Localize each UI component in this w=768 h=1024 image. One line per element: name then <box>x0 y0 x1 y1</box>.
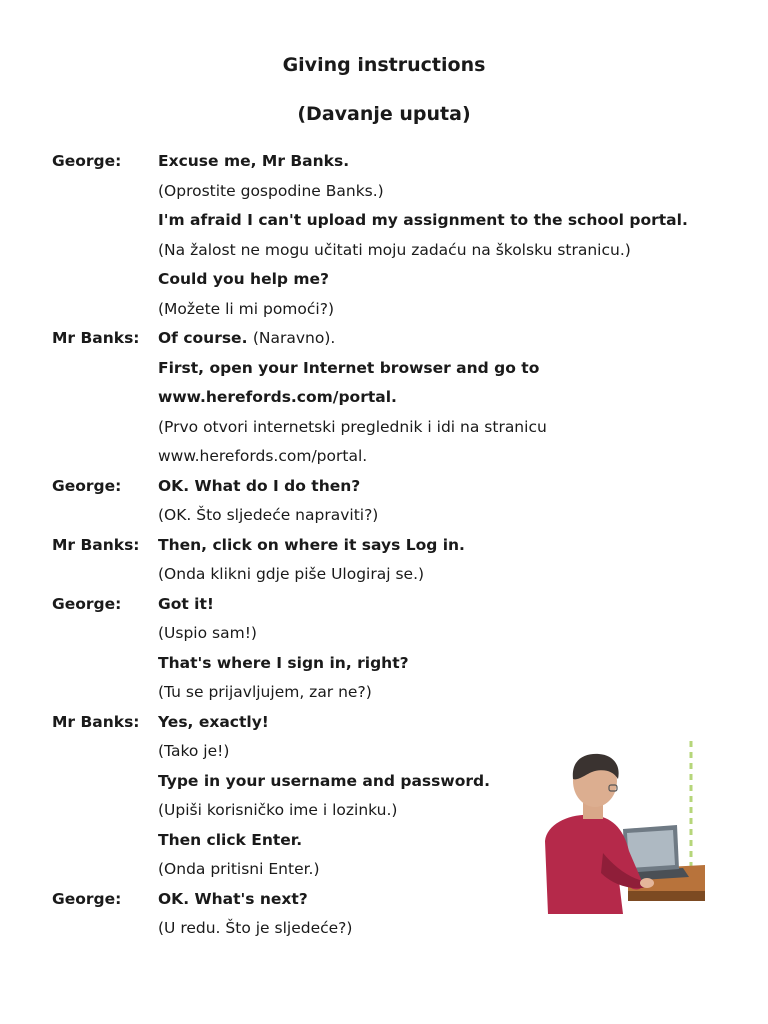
line-text: That's where I sign in, right? <box>158 653 409 672</box>
croatian-translation <box>158 236 752 266</box>
dialogue-line <box>52 413 752 443</box>
croatian-translation <box>158 501 752 531</box>
speaker-name: George: <box>52 594 122 613</box>
dialogue-line <box>52 708 752 738</box>
dialogue-line <box>52 236 752 266</box>
line-text: Got it! <box>158 594 214 613</box>
speaker-name <box>52 560 158 590</box>
speaker-name: George: <box>52 889 122 908</box>
speaker-name <box>52 501 158 531</box>
speaker-name: Mr Banks: <box>52 329 140 347</box>
line-text: OK. What's next? <box>158 889 308 908</box>
speaker-name <box>52 265 158 295</box>
croatian-translation <box>158 619 752 649</box>
english-line <box>158 649 752 679</box>
speaker-name <box>52 354 158 384</box>
speaker-name <box>52 767 158 797</box>
line-text: (Uspio sam!) <box>158 624 257 642</box>
line-text: (Na žalost ne mogu učitati moju zadaću na školsku stranicu.) <box>158 240 631 259</box>
english-line <box>158 472 752 502</box>
page-title: Giving instructions <box>282 54 486 76</box>
line-text: (Oprostite gospodine Banks.) <box>158 181 384 200</box>
speaker-name: George: <box>52 152 122 170</box>
speaker-name <box>52 442 158 472</box>
english-line <box>158 206 752 236</box>
speaker-name <box>52 295 158 325</box>
dialogue-line <box>52 265 752 295</box>
speaker-name: George: <box>52 476 122 495</box>
dialogue-line <box>52 147 752 177</box>
croatian-translation <box>158 295 752 325</box>
speaker-name <box>52 678 158 708</box>
line-text: (U redu. Što je sljedeće?) <box>158 919 353 937</box>
croatian-translation <box>158 560 752 590</box>
line-text: (Tu se prijavljujem, zar ne?) <box>158 683 372 701</box>
dialogue-line <box>52 354 752 384</box>
line-text: First, open your Internet browser and go to <box>158 358 540 377</box>
line-text: Then, click on where it says Log in. <box>158 535 465 554</box>
english-line <box>158 590 752 620</box>
croatian-translation <box>158 177 752 207</box>
line-text: Then click Enter. <box>158 830 303 849</box>
line-text: Could you help me? <box>158 270 330 288</box>
speaker-name <box>52 796 158 826</box>
speaker-name <box>52 619 158 649</box>
english-line <box>158 383 752 413</box>
speaker-name <box>52 236 158 266</box>
dialogue-line <box>52 383 752 413</box>
boy-at-laptop-illustration <box>543 741 705 914</box>
dialogue-line <box>52 442 752 472</box>
dialogue-line <box>52 472 752 502</box>
speaker-name <box>52 737 158 767</box>
speaker-name <box>52 206 158 236</box>
croatian-translation <box>158 413 752 443</box>
dialogue-line <box>52 177 752 207</box>
dialogue-line <box>52 590 752 620</box>
speaker-name <box>52 383 158 413</box>
line-text: (OK. Što sljedeće napraviti?) <box>158 506 379 524</box>
croatian-translation <box>158 678 752 708</box>
dialogue-line <box>52 649 752 679</box>
line-text: www.herefords.com/portal. <box>158 447 368 465</box>
dialogue-line <box>52 206 752 236</box>
line-text: (Onda pritisni Enter.) <box>158 860 320 878</box>
line-text: (Tako je!) <box>158 742 230 760</box>
croatian-translation <box>158 914 752 944</box>
dialogue-line <box>52 914 752 944</box>
speaker-name <box>52 855 158 885</box>
dialogue-line <box>52 619 752 649</box>
english-line <box>158 354 752 384</box>
english-line <box>158 265 752 295</box>
english-line <box>158 324 752 354</box>
line-text: OK. What do I do then? <box>158 476 361 495</box>
line-text: www.herefords.com/portal. <box>158 388 397 406</box>
speaker-name <box>52 826 158 856</box>
page-subtitle: (Davanje uputa) <box>297 103 471 125</box>
boy-at-laptop-photo <box>543 741 705 914</box>
english-line <box>158 147 752 177</box>
line-text: Type in your username and password. <box>158 771 490 790</box>
dialogue-line <box>52 501 752 531</box>
speaker-name <box>52 914 158 944</box>
speaker-name: Mr Banks: <box>52 712 140 731</box>
line-text: Of course. <box>158 329 248 347</box>
croatian-translation <box>158 442 752 472</box>
inline-translation: (Naravno). <box>252 329 336 347</box>
line-text: (Onda klikni gdje piše Ulogiraj se.) <box>158 565 425 583</box>
english-line <box>158 531 752 561</box>
dialogue-line <box>52 678 752 708</box>
line-text: Excuse me, Mr Banks. <box>158 152 350 170</box>
dialogue-line <box>52 531 752 561</box>
line-text: (Upiši korisničko ime i lozinku.) <box>158 801 398 819</box>
speaker-name: Mr Banks: <box>52 535 140 554</box>
english-line <box>158 708 752 738</box>
line-text: (Možete li mi pomoći?) <box>158 299 334 318</box>
dialogue-line <box>52 560 752 590</box>
line-text: Yes, exactly! <box>158 712 269 731</box>
speaker-name <box>52 649 158 679</box>
speaker-name <box>52 177 158 207</box>
dialogue-line <box>52 295 752 325</box>
line-text: (Prvo otvori internetski preglednik i idi na stranicu <box>158 417 547 436</box>
speaker-name <box>52 413 158 443</box>
dialogue-line <box>52 324 752 354</box>
line-text: I'm afraid I can't upload my assignment to the school portal. <box>158 211 688 229</box>
